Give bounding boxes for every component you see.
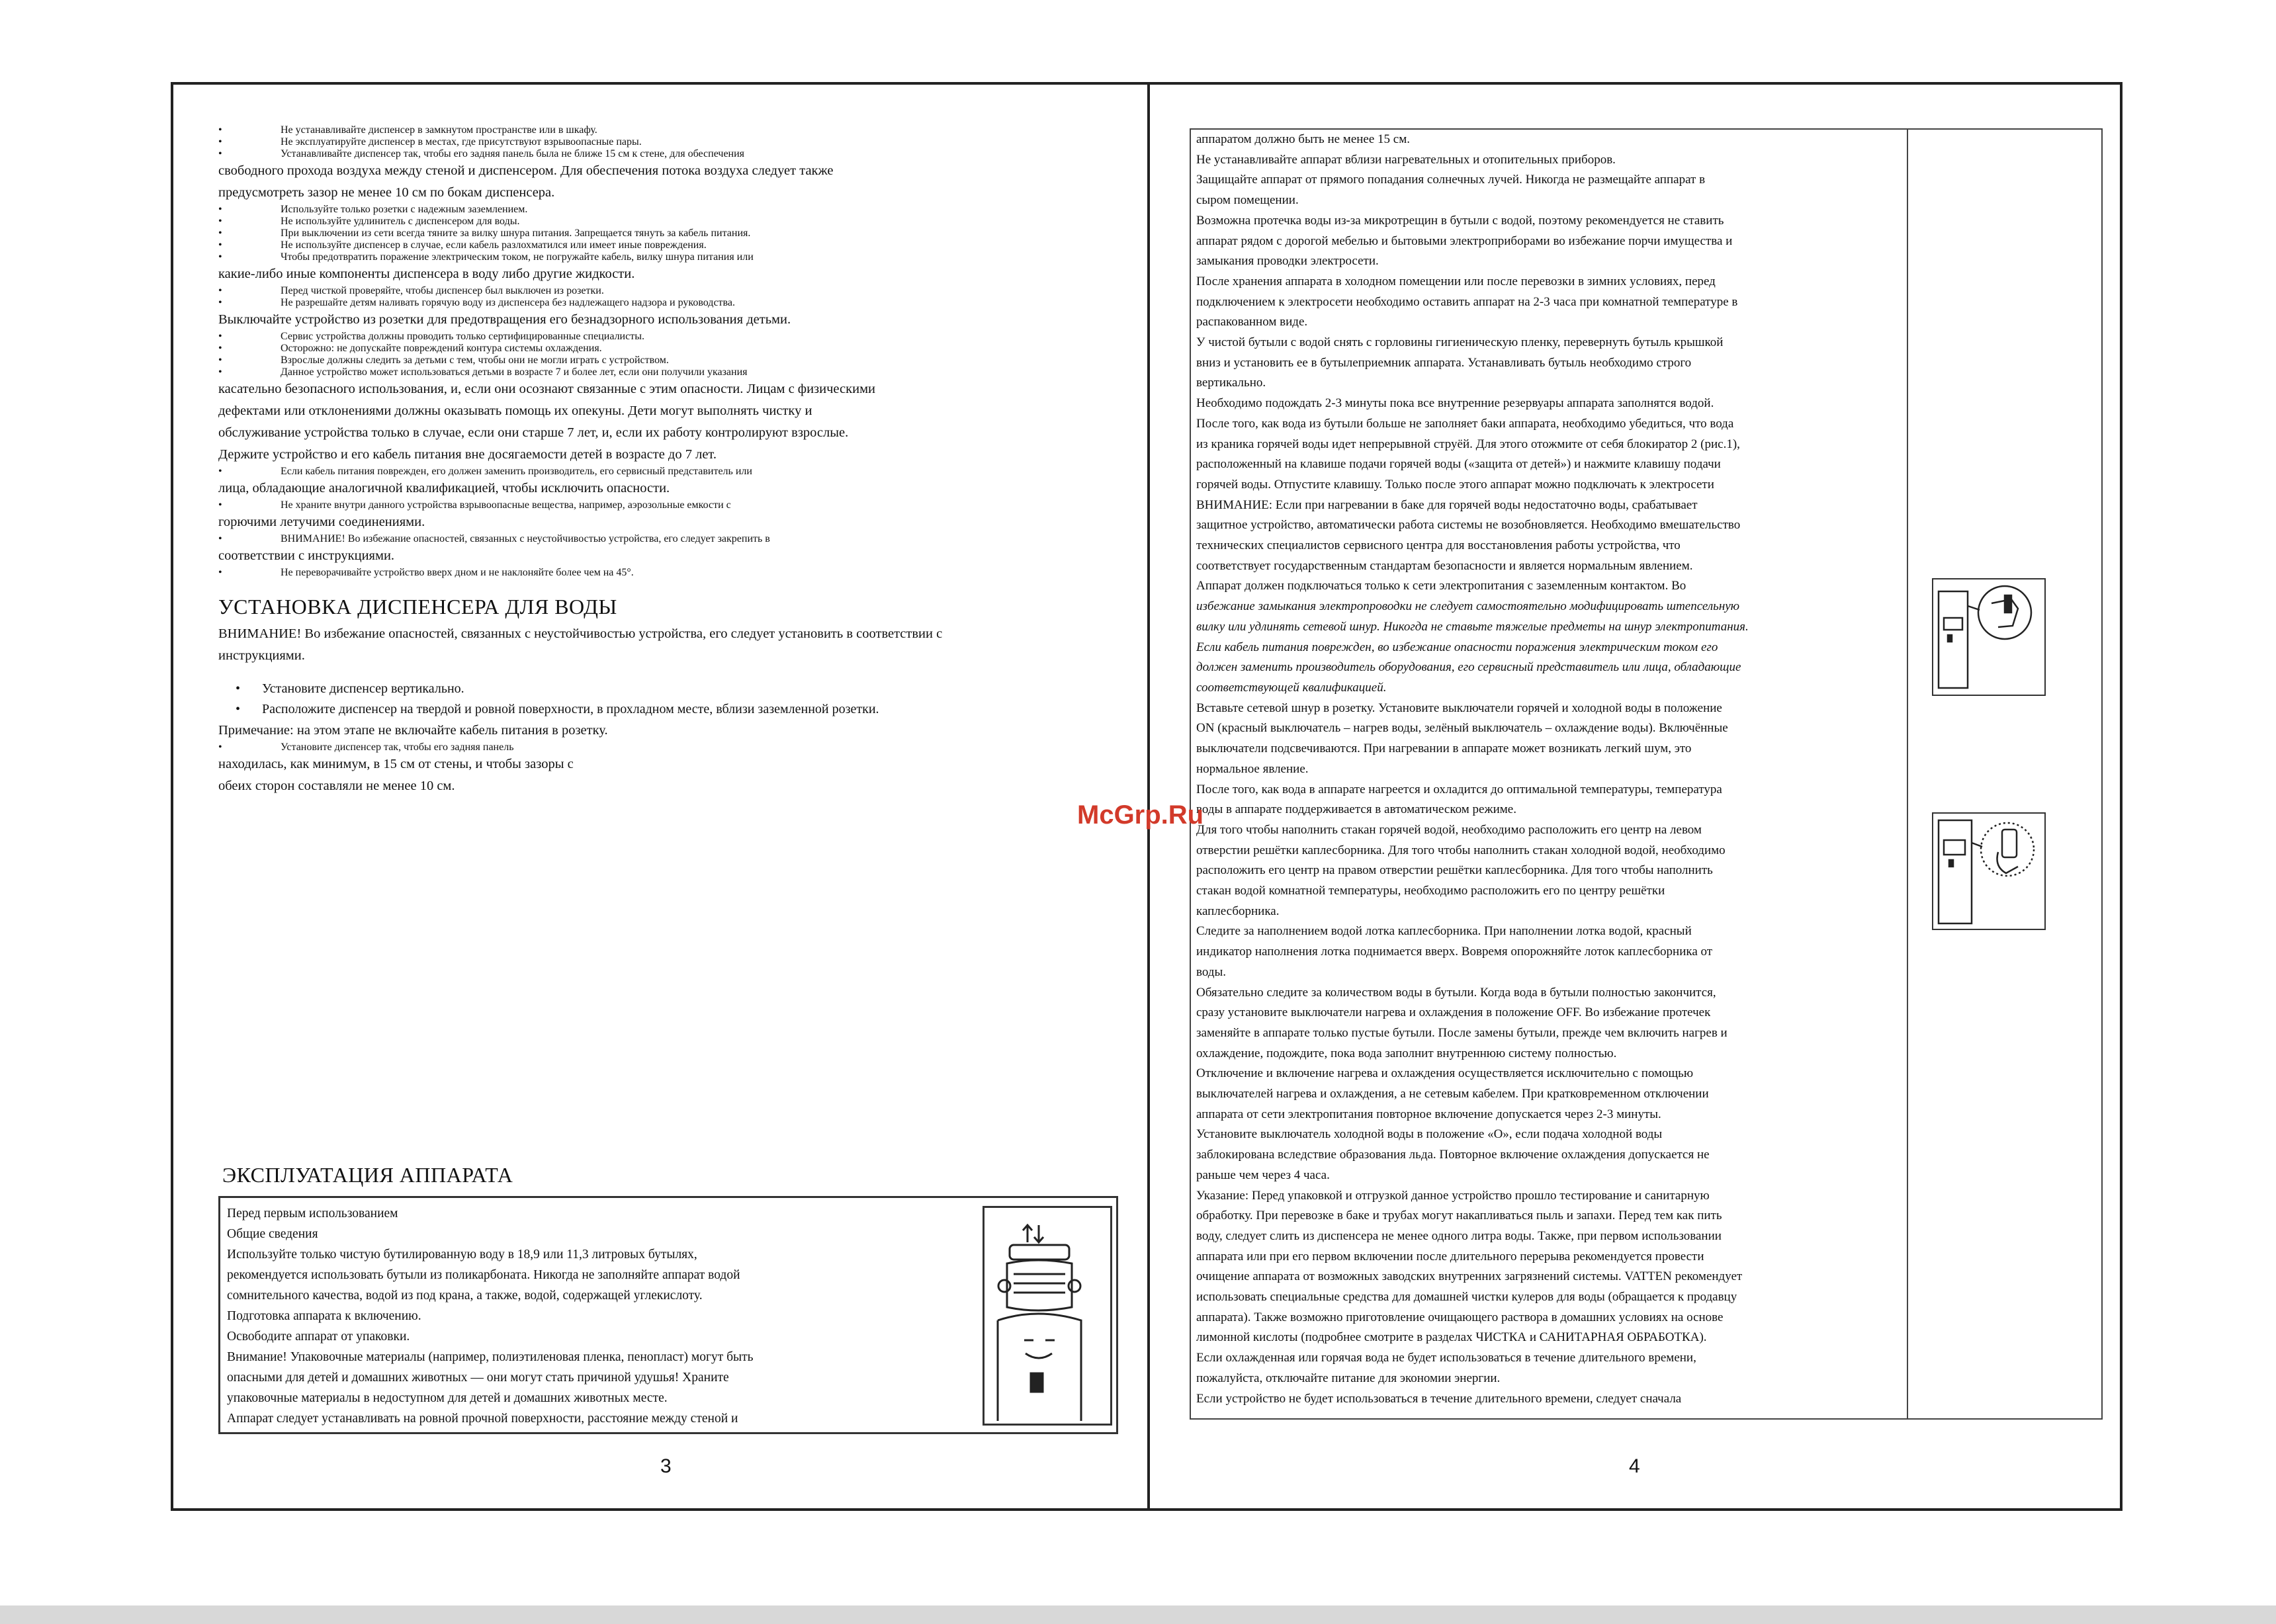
operation-line: Освободите аппарат от упаковки. (227, 1330, 410, 1344)
bullet-item (218, 204, 1118, 216)
bullet-marker: • (218, 355, 222, 366)
bullet-marker: • (218, 136, 222, 148)
operation-line: сомнительного качества, водой из под крана, а также, водой, содержащей углекислоту. (227, 1289, 703, 1303)
bullet-text: При выключении из сети всегда тяните за вилку шнура питания. Запрещается тянуть за кабель питания. (281, 228, 751, 239)
operation-line: опасными для детей и домашних животных — они могут стать причиной удушья! Храните (227, 1371, 729, 1385)
page4-line: Если устройство не будет использоваться в течение длительного времени, следует сначала (1196, 1391, 1682, 1406)
page4-line: ON (красный выключатель – нагрев воды, зелёный выключатель – охлаждение воды). Включённые (1196, 721, 1728, 736)
install-heading: УСТАНОВКА ДИСПЕНСЕРА ДЛЯ ВОДЫ (218, 595, 617, 619)
page4-line: сразу установите выключатели нагрева и охлаждения в положение OFF. Во избежание протечек (1196, 1005, 1711, 1020)
dispenser-illustration (985, 1208, 1110, 1424)
bullet-item (218, 567, 1118, 579)
install-tail-line: обеих сторон составляли не менее 10 см. (218, 779, 455, 793)
bullet-continuation: касательно безопасного использования, и, если они осознают связанные с этим опасности. Лицам с физическими (218, 382, 876, 396)
install-tail-line: находилась, как минимум, в 15 см от стены, и чтобы зазоры с (218, 757, 574, 771)
page4-line: Вставьте сетевой шнур в розетку. Установите выключатели горячей и холодной воды в положение (1196, 701, 1722, 715)
install-last-bullet: • Установите диспенсер так, чтобы его задняя панель (218, 742, 514, 753)
page-divider (1147, 85, 1150, 1508)
page4-line: распакованном виде. (1196, 315, 1308, 329)
page4-line: вертикально. (1196, 376, 1266, 390)
bullet-text: Сервис устройства должны проводить только сертифицированные специалисты. (281, 331, 644, 342)
operation-line: упаковочные материалы в недоступном для детей и домашних животных месте. (227, 1391, 668, 1405)
bullet-continuation: горючими летучими соединениями. (218, 515, 425, 529)
bullet-marker: • (218, 297, 222, 308)
bullet-text: Данное устройство может использоваться детьми в возрасте 7 и более лет, если они получили указания (281, 366, 748, 378)
page4-line: замыкания проводки электросети. (1196, 254, 1379, 269)
bullet-text: Не устанавливайте диспенсер в замкнутом пространстве или в шкафу. (281, 124, 597, 136)
bullet-marker: • (218, 366, 222, 378)
page4-line: выключателей нагрева и охлаждения, а не сетевым кабелем. При кратковременном отключении (1196, 1087, 1709, 1101)
bullet-marker: • (218, 124, 222, 136)
page4-line: нормальное явление. (1196, 761, 1309, 776)
bullet-text: Взрослые должны следить за детьми с тем, чтобы они не могли играть с устройством. (281, 355, 669, 366)
dispenser-lock-figure (1932, 578, 2046, 696)
bullet-marker: • (218, 343, 222, 354)
book-spread (171, 82, 2123, 1511)
page4-line: защитное устройство, автоматически работа системы не возобновляется. Необходимо вмешательство (1196, 518, 1741, 533)
page4-line: из краника горячей воды идет непрерывной струёй. Для этого отожмите от себя блокиратор 2 (рис.1), (1196, 437, 1740, 451)
bullet-marker: • (218, 466, 222, 477)
bullet-marker: • (236, 681, 241, 696)
bullet-continuation: лица, обладающие аналогичной квалификацией, чтобы исключить опасности. (218, 481, 670, 495)
page4-line: технических специалистов сервисного центра для восстановления работы устройства, что (1196, 538, 1681, 553)
page4-line: Аппарат должен подключаться только к сети электропитания с заземленным контактом. Во (1196, 579, 1686, 593)
bullet-item (218, 499, 1118, 511)
bullet-item (218, 297, 1118, 309)
page4-line: горячей воды. Отпустите клавишу. Только после этого аппарат можно подключать к электросети (1196, 477, 1714, 491)
bullet-item (218, 285, 1118, 297)
bullet-item (218, 216, 1118, 228)
page4-line: пожалуйста, отключайте питание для экономии энергии. (1196, 1371, 1501, 1385)
operation-line: Общие сведения (227, 1227, 318, 1241)
page4-line: Если кабель питания поврежден, во избежание опасности поражения электрическим током его (1196, 640, 1718, 654)
bullet-item (218, 148, 1118, 160)
bullet-text: Не используйте удлинитель с диспенсером для воды. (281, 216, 520, 227)
bullet-text: Чтобы предотвратить поражение электрическим током, не погружайте кабель, вилку шнура питания или (281, 251, 754, 263)
page4-line: После того, как вода из бутыли больше не заполняет баки аппарата, необходимо убедиться, что вода (1196, 416, 1734, 431)
operation-line: Перед первым использованием (227, 1207, 398, 1220)
bullet-continuation: обслуживание устройства только в случае, если они старше 7 лет, и, если их работу контролируют взрослые. (218, 425, 849, 440)
page4-line: аппарата или при его первом включении после длительного перерыва рекомендуется провести (1196, 1249, 1704, 1263)
bullet-item (218, 124, 1118, 136)
bullet-marker: • (218, 567, 222, 578)
operation-line: рекомендуется использовать бутыли из поликарбоната. Никогда не заполняйте аппарат водой (227, 1268, 740, 1282)
page4-line: лимонной кислоты (подробнее смотрите в разделах ЧИСТКА и САНИТАРНАЯ ОБРАБОТКА). (1196, 1330, 1707, 1345)
page4-line: соответствующей квалификацией. (1196, 680, 1387, 695)
page4-line: ВНИМАНИЕ: Если при нагревании в баке для горячей воды недостаточно воды, срабатывает (1196, 497, 1698, 512)
page4-line: После хранения аппарата в холодном помещении или после перевозки в зимних условиях, перед (1196, 274, 1716, 288)
page4-line: аппарат рядом с дорогой мебелью и бытовыми электроприборами во избежание порчи имущества и (1196, 234, 1733, 248)
bullet-marker: • (218, 148, 222, 159)
bullet-text: Если кабель питания поврежден, его должен заменить производитель, его сервисный представитель или (281, 466, 752, 477)
bullet-text: Не используйте диспенсер в случае, если кабель разлохматился или имеет иные повреждения. (281, 239, 707, 251)
page4-line: заменяйте в аппарате только пустые бутыли. После замены бутыли, прежде чем включить нагрев и (1196, 1025, 1728, 1040)
page4-line: вилку или удлинять сетевой шнур. Никогда не ставьте тяжелые предметы на шнур электропитания. (1196, 619, 1749, 634)
watermark: McGrp.Ru (1077, 800, 1204, 830)
page4-line: аппарата). Также возможно приготовление очищающего раствора в домашних условиях на основе (1196, 1310, 1724, 1324)
bullet-item (218, 239, 1118, 251)
bullet-item (218, 228, 1118, 239)
bullet-text: Не эксплуатируйте диспенсер в местах, где присутствуют взрывоопасные пары. (281, 136, 642, 148)
bullet-continuation: свободного прохода воздуха между стеной и диспенсером. Для обеспечения потока воздуха следует также (218, 163, 834, 178)
page4-line: Обязательно следите за количеством воды в бутыли. Когда вода в бутыли полностью закончится, (1196, 985, 1716, 1000)
operation-line: Внимание! Упаковочные материалы (например, полиэтиленовая пленка, пенопласт) могут быть (227, 1350, 754, 1364)
bullet-marker: • (218, 228, 222, 239)
bullet-text: ВНИМАНИЕ! Во избежание опасностей, связанных с неустойчивостью устройства, его следует закрепить в (281, 533, 770, 544)
page4-line: Если охлажденная или горячая вода не будет использоваться в течение длительного времени, (1196, 1351, 1696, 1365)
bullet-text: Используйте только розетки с надежным заземлением. (281, 204, 528, 215)
page-number-3: 3 (660, 1455, 672, 1477)
page4-line: должен заменить производитель оборудования, его сервисный представитель или лица, обладающие (1196, 660, 1741, 675)
install-line: ВНИМАНИЕ! Во избежание опасностей, связанных с неустойчивостью устройства, его следует установить в соответствии с (218, 626, 943, 641)
operation-text (227, 1203, 935, 1429)
dispenser-button-figure (1932, 812, 2046, 930)
bullet-item (218, 466, 1118, 478)
page4-line: каплесборника. (1196, 904, 1280, 918)
page4-line: Возможна протечка воды из-за микротрещин в бутыли с водой, поэтому рекомендуется не ставить (1196, 213, 1724, 228)
bullet-item (218, 533, 1118, 545)
bullet-continuation: соответствии с инструкциями. (218, 548, 395, 563)
bullet-continuation: Держите устройство и его кабель питания вне досягаемости детей в возрасте до 7 лет. (218, 447, 717, 462)
bullet-marker: • (218, 204, 222, 215)
page4-line: заблокирована вследствие образования льда. Повторное включение охлаждения допускается не (1196, 1148, 1710, 1162)
page4-line: воды в аппарате поддерживается в автоматическом режиме. (1196, 802, 1516, 817)
page4-line: Для того чтобы наполнить стакан горячей водой, необходимо расположить его центр на левом (1196, 822, 1702, 837)
bullet-text: Не храните внутри данного устройства взрывоопасные вещества, например, аэрозольные емкости с (281, 499, 731, 511)
install-tail (218, 753, 1118, 797)
operation-box (218, 1196, 1118, 1434)
page4-line: избежание замыкания электропроводки не следует самостоятельно модифицировать штепсельную (1196, 599, 1740, 614)
bullet-item (218, 331, 1118, 343)
page-number-4: 4 (1629, 1455, 1640, 1477)
page4-line: расположить его центр на правом отверстии решётки каплесборника. Для того чтобы наполнить (1196, 863, 1713, 878)
page4-line: отверстии решётки каплесборника. Для того чтобы наполнить стакан холодной водой, необходимо (1196, 843, 1726, 857)
page-4-text (1196, 130, 1904, 1409)
page4-line: соответствует государственным стандартам безопасности и является нормальным явлением. (1196, 558, 1693, 573)
operation-line: Подготовка аппарата к включению. (227, 1309, 421, 1323)
page4-line: воды. (1196, 964, 1226, 979)
bullet-text: Не переворачивайте устройство вверх дном и не наклоняйте более чем на 45°. (281, 567, 634, 578)
page4-line: Не устанавливайте аппарат вблизи нагревательных и отопительных приборов. (1196, 152, 1616, 167)
bullet-text: Перед чисткой проверяйте, чтобы диспенсер был выключен из розетки. (281, 285, 604, 296)
page-4-table (1190, 128, 2103, 1420)
page4-line: использовать специальные средства для домашней чистки кулеров для воды (обращается к продавцу (1196, 1290, 1737, 1304)
bullet-continuation: Выключайте устройство из розетки для предотвращения его безнадзорного использования детьми. (218, 312, 791, 327)
page4-line: раньше чем через 4 часа. (1196, 1168, 1330, 1182)
bullet-marker: • (218, 216, 222, 227)
bullet-continuation: дефектами или отклонениями должны оказывать помощь их опекуны. Дети могут выполнять чистку и (218, 404, 812, 418)
install-line: инструкциями. (218, 648, 305, 663)
page4-line: аппаратом должно быть не менее 15 см. (1196, 132, 1410, 146)
operation-line: Аппарат следует устанавливать на ровной прочной поверхности, расстояние между стеной и (227, 1412, 738, 1426)
page4-line: Следите за наполнением водой лотка каплесборника. При наполнении лотка водой, красный (1196, 924, 1692, 939)
install-bullet (218, 679, 1118, 699)
install-bullet-text: Расположите диспенсер на твердой и ровной поверхности, в прохладном месте, вблизи заземленной розетки. (262, 702, 879, 716)
bullet-marker: • (218, 331, 222, 342)
bullet-continuation: какие-либо иные компоненты диспенсера в воду либо другие жидкости. (218, 267, 635, 281)
lock-illustration (1933, 579, 2044, 695)
page4-line: Отключение и включение нагрева и охлаждения осуществляется исключительно с помощью (1196, 1066, 1694, 1081)
page4-line: подключением к электросети необходимо оставить аппарат на 2-3 часа при комнатной температуре в (1196, 294, 1738, 309)
page4-line: индикатор наполнения лотка поднимается вверх. Вовремя опорожняйте лоток каплесборника от (1196, 945, 1713, 959)
page4-line: вниз и установить ее в бутылеприемник аппарата. Устанавливать бутыль необходимо строго (1196, 355, 1692, 370)
bullet-marker: • (218, 499, 222, 511)
install-intro (218, 623, 1118, 667)
install-bullet (218, 699, 1118, 720)
page4-line: Установите выключатель холодной воды в положение «O», если подача холодной воды (1196, 1127, 1663, 1142)
bullet-marker: • (236, 702, 241, 716)
bullet-text: Осторожно: не допускайте повреждений контура системы охлаждения. (281, 343, 602, 354)
bullet-item (218, 136, 1118, 148)
bullet-marker: • (218, 533, 222, 544)
page4-line: воду, следует слить из диспенсера не менее одного литра воды. Также, при первом использовании (1196, 1228, 1722, 1243)
page4-line: расположенный на клавише подачи горячей воды («защита от детей») и нажмите клавишу подачи (1196, 457, 1721, 472)
bullet-text: Устанавливайте диспенсер так, чтобы его задняя панель была не ближе 15 см к стене, для обеспечения (281, 148, 745, 159)
install-bullet-text: Установите диспенсер вертикально. (262, 681, 464, 696)
page4-line: обработку. При перевозке в баке и трубах могут накапливаться пыль и запахи. Перед тем как пить (1196, 1209, 1722, 1223)
page4-line: охлаждение, подождите, пока вода заполнит внутреннюю систему полностью. (1196, 1046, 1617, 1060)
page4-line: очищение аппарата от возможных заводских внутренних загрязнений системы. VATTEN рекомендует (1196, 1269, 1743, 1284)
bullet-item (218, 355, 1118, 366)
operation-line: Используйте только чистую бутилированную воду в 18,9 или 11,3 литровых бутылях, (227, 1248, 697, 1261)
column-divider (1907, 130, 1908, 1418)
page4-line: После того, как вода в аппарате нагреется и охладится до оптимальной температуры, температура (1196, 782, 1722, 796)
page-3-content (218, 124, 1118, 797)
page4-line: Защищайте аппарат от прямого попадания солнечных лучей. Никогда не размещайте аппарат в (1196, 173, 1706, 187)
page4-line: аппарата от сети электропитания повторное включение допускается через 2-3 минуты. (1196, 1107, 1661, 1121)
page4-line: Указание: Перед упаковкой и отгрузкой данное устройство прошло тестирование и санитарную (1196, 1188, 1710, 1203)
page4-line: стакан водой комнатной температуры, необходимо расположить его по центру решётки (1196, 884, 1665, 898)
safety-bullet-list (218, 124, 1118, 579)
page4-line: выключатели подсвечиваются. При нагревании в аппарате может возникать легкий шум, это (1196, 742, 1692, 756)
bullet-text: Не разрешайте детям наливать горячую воду из диспенсера без надлежащего надзора и руководства. (281, 297, 735, 308)
viewer-bottom-bar (0, 1605, 2276, 1624)
dispenser-bottle-figure (983, 1206, 1112, 1426)
page4-line: сыром помещении. (1196, 193, 1299, 208)
install-note: Примечание: на этом этапе не включайте кабель питания в розетку. (218, 723, 608, 738)
bullet-marker: • (218, 251, 222, 263)
install-bullet-list (218, 679, 1118, 720)
bullet-marker: • (218, 285, 222, 296)
bullet-item (218, 343, 1118, 355)
button-illustration (1933, 814, 2044, 929)
bullet-item (218, 366, 1118, 378)
page4-line: Необходимо подождать 2-3 минуты пока все внутренние резервуары аппарата заполнятся водой. (1196, 396, 1714, 411)
bullet-continuation: предусмотреть зазор не менее 10 см по бокам диспенсера. (218, 185, 555, 200)
operation-heading: ЭКСПЛУАТАЦИЯ АППАРАТА (222, 1163, 513, 1187)
bullet-marker: • (218, 239, 222, 251)
bullet-item (218, 251, 1118, 263)
page4-line: У чистой бутыли с водой снять с горловины гигиеническую пленку, перевернуть бутыль крышкой (1196, 335, 1724, 350)
